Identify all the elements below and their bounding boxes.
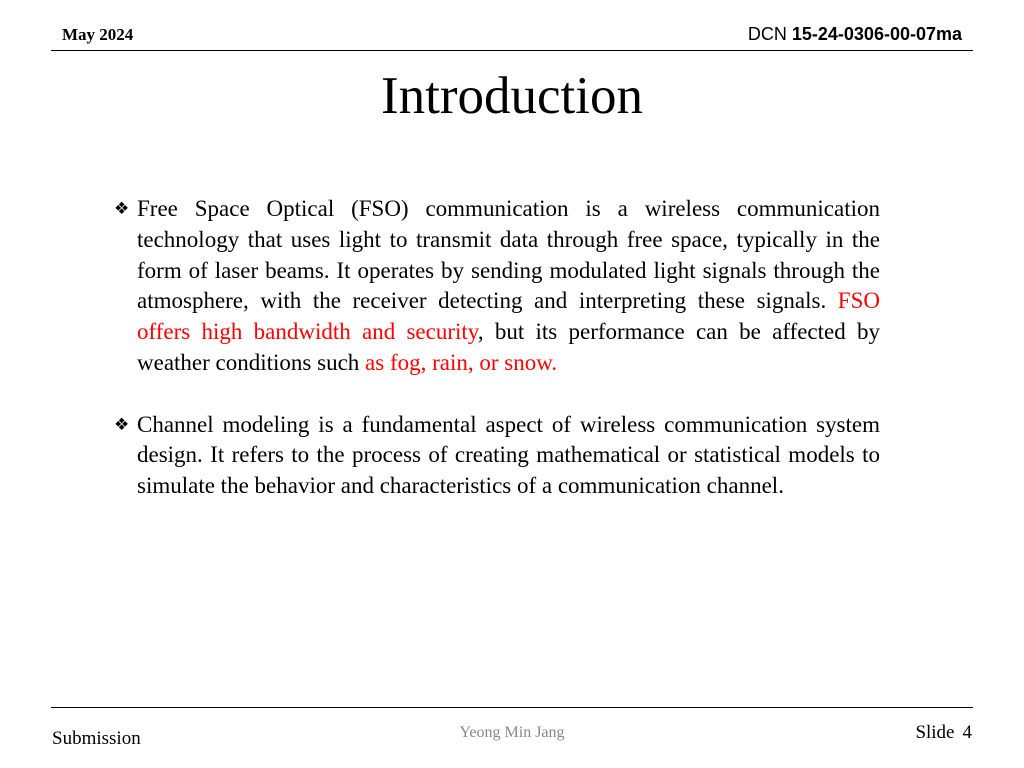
footer-submission: Submission <box>52 728 141 749</box>
slide-body <box>112 194 880 502</box>
diamond-bullet-icon: ❖ <box>114 199 130 219</box>
footer-rule <box>51 707 973 708</box>
bullet-fso-highlight-1: FSO offers high bandwidth and security <box>137 288 880 345</box>
slide-title: Introduction <box>381 67 643 125</box>
bullet-fso <box>112 194 880 379</box>
bullet-channel-text: Channel modeling is a fundamental aspect of wireless communication system design. It refers to the process of creating mathematical or statistical models to simulate the behavior and characteristics of a communication channel. <box>137 411 880 499</box>
bullet-fso-text-1: Free Space Optical (FSO) communication is a wireless communication technology that uses light to transmit data through free space, typically in the form of laser beams. It operates by sending modulated light signals through the atmosphere, with the receiver detecting and interpreting these signals. <box>137 196 880 314</box>
header-date: May 2024 <box>62 25 134 44</box>
footer-author: Yeong Min Jang <box>459 724 565 741</box>
diamond-bullet-icon: ❖ <box>114 414 130 435</box>
header-dcn <box>748 24 962 45</box>
bullet-fso-highlight-2: as fog, rain, or snow. <box>365 349 558 375</box>
bullet-channel-modeling <box>112 410 880 502</box>
footer-slide-number <box>915 722 972 744</box>
dcn-number: 15-24-0306-00-07ma <box>791 24 962 44</box>
bullet-fso-text-2: , but its performance can be affected by weather conditions such <box>137 319 881 375</box>
slide-label: Slide <box>915 722 955 743</box>
header-rule <box>51 50 973 51</box>
slide-number: 4 <box>962 722 972 743</box>
dcn-prefix: DCN <box>747 24 787 44</box>
